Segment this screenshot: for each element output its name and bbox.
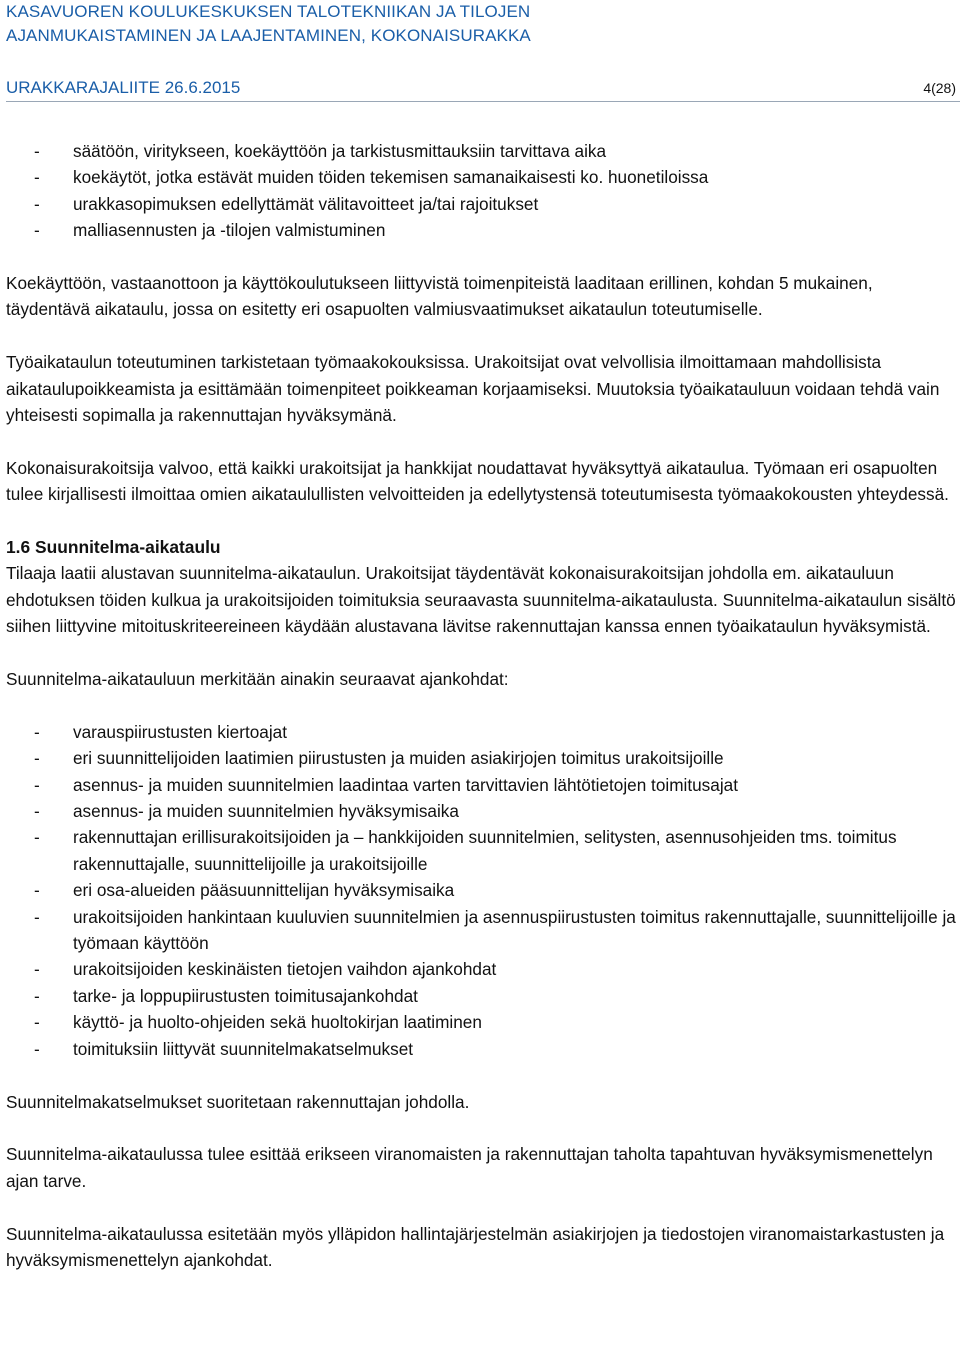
- header-title-line-1: KASAVUOREN KOULUKESKUKSEN TALOTEKNIIKAN JA TILOJEN: [6, 2, 531, 21]
- document-body: [6, 138, 956, 1300]
- section-heading: [6, 534, 956, 560]
- list-item: - urakoitsijoiden hankintaan kuuluvien suunnitelmien ja asennuspiirustusten toimitus rakennuttajalle, suunnittelijoille ja työmaan käyttöön: [6, 904, 956, 957]
- list-item: - urakkasopimuksen edellyttämät välitavoitteet ja/tai rajoitukset: [6, 191, 956, 217]
- list-item: - käyttö- ja huolto-ohjeiden sekä huoltokirjan laatiminen: [6, 1009, 956, 1035]
- paragraph-design-reviews: Suunnitelmakatselmukset suoritetaan rakennuttajan johdolla.: [6, 1091, 470, 1112]
- paragraph-maintenance-system: Suunnitelma-aikataulussa esitetään myös ylläpidon hallintajärjestelmän asiakirjojen ja tiedostojen viranomaistarkastusten ja hyväksymismenettelyn ajankohdat.: [6, 1223, 945, 1270]
- paragraph-contractor-oversight: Kokonaisurakoitsija valvoo, että kaikki urakoitsijat ja hankkijat noudattavat hyväksyttyä aikataulua. Työmaan eri osapuolten tulee kirjallisesti ilmoittaa omien aikataulullisten velvoitteiden ja edellytystensä toteutumisesta työmaakokousten yhteydessä.: [6, 457, 949, 505]
- header-title-line-2: AJANMUKAISTAMINEN JA LAAJENTAMINEN, KOKONAISURAKKA: [6, 26, 531, 45]
- list-item: - tarke- ja loppupiirustusten toimitusajankohdat: [6, 983, 956, 1009]
- schedule-bullet-list: [6, 719, 956, 1062]
- section-number: 1.6: [6, 537, 31, 558]
- list-item: - säätöön, viritykseen, koekäyttöön ja tarkistusmittauksiin tarvittava aika: [6, 138, 956, 164]
- header-divider: [6, 101, 960, 102]
- list-item: - koekäytöt, jotka estävät muiden töiden tekemisen samanaikaisesti ko. huonetiloissa: [6, 164, 956, 190]
- page-header: [6, 0, 956, 97]
- list-item: - malliasennusten ja -tilojen valmistuminen: [6, 217, 956, 243]
- paragraph-commissioning-schedule: Koekäyttöön, vastaanottoon ja käyttökoulutukseen liittyvistä toimenpiteistä laaditaan erillinen, kohdan 5 mukainen, täydentävä aikataulu, jossa on esitetty eri osapuolten valmiusvaatimukset aikataulun toteutumiselle.: [6, 273, 873, 320]
- list-item: - varauspiirustusten kiertoajat: [6, 719, 956, 745]
- list-item: - eri osa-alueiden pääsuunnittelijan hyväksymisaika: [6, 877, 956, 903]
- paragraph-approval-time: Suunnitelma-aikataulussa tulee esittää erikseen viranomaisten ja rakennuttajan taholta tapahtuvan hyväksymismenettelyn ajan tarve.: [6, 1144, 933, 1191]
- header-appendix-date: URAKKARAJALIITE 26.6.2015: [6, 78, 241, 97]
- paragraph-schedule-dates-intro: Suunnitelma-aikatauluun merkitään ainakin seuraavat ajankohdat:: [6, 669, 509, 690]
- section-title: Suunnitelma-aikataulu: [35, 537, 221, 558]
- header-appendix-row: [6, 76, 956, 100]
- paragraph-schedule-monitoring: Työaikataulun toteutuminen tarkistetaan työmaakokouksissa. Urakoitsijat ovat velvollisia ilmoittamaan mahdollisista aikataulupoikkeamista ja esittämään toimenpiteet poikkeaman korjaamiseksi. Muutoksia työaikatauluun voidaan tehdä vain yhteisesti sopimalla ja rakennuttajan hyväksymänä.: [6, 352, 940, 426]
- page-number: 4(28): [923, 80, 956, 96]
- list-item: - asennus- ja muiden suunnitelmien laadintaa varten tarvittavien lähtötietojen toimitusajat: [6, 772, 956, 798]
- intro-bullet-list: [6, 138, 956, 244]
- list-item: - rakennuttajan erillisurakoitsijoiden ja – hankkijoiden suunnitelmien, selitysten, asennusohjeiden tms. toimitus rakennuttajalle, suunnittelijoille ja urakoitsijoille: [6, 824, 956, 877]
- list-item: - urakoitsijoiden keskinäisten tietojen vaihdon ajankohdat: [6, 956, 956, 982]
- paragraph-design-schedule: Tilaaja laatii alustavan suunnitelma-aikataulun. Urakoitsijat täydentävät kokonaisurakoitsijan johdolla em. aikatauluun ehdotuksen töiden kulkua ja urakoitsijoiden toimituksia seuraavasta suunnitelma-aikataulusta. Suunnitelma-aikataulun sisältö siihen liittyvine mitoituskriteereineen käydään alustavana lävitse rakennuttajan kanssa ennen työaikataulun hyväksymistä.: [6, 563, 956, 637]
- list-item: - eri suunnittelijoiden laatimien piirustusten ja muiden asiakirjojen toimitus urakoitsijoille: [6, 745, 956, 771]
- list-item: - toimituksiin liittyvät suunnitelmakatselmukset: [6, 1036, 956, 1062]
- list-item: - asennus- ja muiden suunnitelmien hyväksymisaika: [6, 798, 956, 824]
